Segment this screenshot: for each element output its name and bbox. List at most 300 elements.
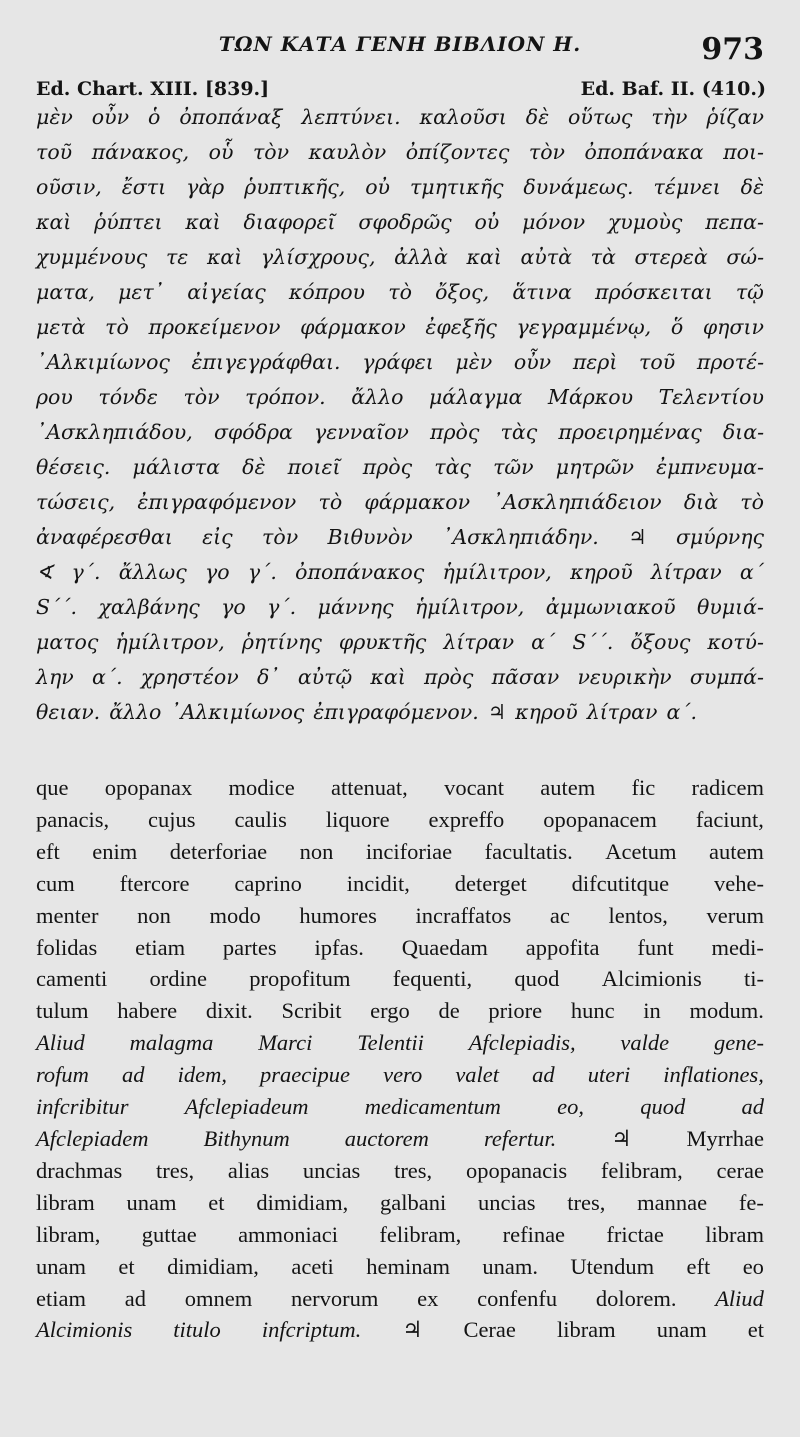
word: α΄. bbox=[666, 700, 698, 724]
word: ♃ bbox=[487, 700, 507, 724]
word: Afclepiadeum bbox=[184, 1094, 309, 1120]
word: ἐφεξῆς bbox=[425, 315, 497, 339]
word: μόνον bbox=[522, 210, 586, 234]
greek-line bbox=[36, 100, 764, 135]
word: ἐπιγραφόμενον. bbox=[313, 700, 479, 724]
word: et bbox=[208, 1189, 225, 1215]
word: ἀμμωνιακοῦ bbox=[545, 595, 676, 619]
word: διαφορεῖ bbox=[243, 210, 336, 234]
latin-line bbox=[36, 1251, 764, 1283]
word: ὄξους bbox=[630, 630, 691, 654]
word: etiam bbox=[135, 934, 186, 960]
greek-line bbox=[36, 555, 764, 590]
word: ἄλλο bbox=[351, 385, 404, 409]
word: que bbox=[36, 775, 69, 800]
word: τε bbox=[165, 245, 189, 269]
word: vero bbox=[383, 1062, 423, 1088]
word: Scribit bbox=[281, 998, 342, 1024]
word: σώ- bbox=[726, 245, 764, 269]
word: ᾽Ασκληπιάδην. bbox=[442, 525, 599, 549]
word: Marci bbox=[258, 1030, 313, 1056]
word: δυνάμεως. bbox=[523, 175, 634, 199]
word: ὄξος, bbox=[435, 280, 490, 304]
word: ad bbox=[122, 1062, 145, 1088]
word: δὲ bbox=[525, 105, 550, 129]
greek-line bbox=[36, 520, 764, 555]
word: felibram, bbox=[379, 1221, 462, 1247]
latin-line bbox=[36, 1155, 764, 1187]
word: οὐ bbox=[365, 175, 391, 199]
greek-line bbox=[36, 275, 764, 310]
word: θέσεις. bbox=[36, 455, 111, 479]
word: γο bbox=[221, 595, 246, 619]
word: πᾶσαν bbox=[491, 665, 560, 689]
word: ἡμίλιτρον, bbox=[414, 595, 525, 619]
word: καὶ bbox=[185, 210, 221, 234]
word: dixit. bbox=[205, 998, 253, 1024]
word: πρὸς bbox=[362, 455, 413, 479]
word: opopanax bbox=[104, 775, 193, 800]
word: unam bbox=[656, 1317, 707, 1343]
word: de bbox=[438, 998, 460, 1024]
greek-line bbox=[36, 345, 764, 380]
word: funt bbox=[637, 934, 674, 960]
word: infcribitur bbox=[36, 1094, 129, 1120]
word: ρου bbox=[36, 385, 73, 409]
word: φάρμακον bbox=[300, 315, 406, 339]
word: habere bbox=[117, 998, 178, 1024]
word: γ΄. bbox=[267, 595, 297, 619]
word: Βιθυνὸν bbox=[327, 525, 413, 549]
word: οὗ bbox=[208, 140, 234, 164]
word: ἡμίλιτρον, bbox=[115, 630, 225, 654]
word: deterget bbox=[454, 870, 527, 896]
greek-line bbox=[36, 625, 764, 660]
latin-line bbox=[36, 1123, 764, 1155]
word: τὸ bbox=[740, 490, 764, 514]
word: expreffo bbox=[428, 806, 505, 832]
word: ἐμπνευμα- bbox=[656, 455, 764, 479]
latin-line bbox=[36, 1059, 764, 1091]
word: ἐπιγεγράφθαι. bbox=[191, 350, 341, 374]
word: facultatis. bbox=[484, 838, 573, 864]
word: ὀπίζοντες bbox=[405, 140, 510, 164]
word: γ΄. bbox=[247, 560, 277, 584]
word: valde bbox=[620, 1030, 670, 1056]
word: καυλὸν bbox=[308, 140, 387, 164]
word: ὁ bbox=[148, 105, 161, 129]
word: ὀποπάνακα bbox=[584, 140, 704, 164]
word: fic bbox=[631, 775, 656, 800]
word: πεπα- bbox=[705, 210, 764, 234]
word: ῥίζαν bbox=[706, 105, 764, 129]
word: τὸν bbox=[252, 140, 290, 164]
word: faciunt, bbox=[695, 806, 764, 832]
word: eo, bbox=[557, 1094, 585, 1120]
word: ὀποπάναξ bbox=[179, 105, 283, 129]
latin-line bbox=[36, 900, 764, 932]
word: hunc bbox=[570, 998, 615, 1024]
word: γὰρ bbox=[186, 175, 225, 199]
word: refertur. bbox=[483, 1125, 557, 1151]
word: attenuat, bbox=[330, 775, 408, 800]
word: inflationes, bbox=[663, 1062, 764, 1088]
word: tres, bbox=[394, 1157, 433, 1183]
word: idem, bbox=[177, 1062, 227, 1088]
word: τὸ bbox=[318, 490, 343, 514]
word: Afclepiadem bbox=[36, 1125, 149, 1151]
greek-line bbox=[36, 450, 764, 485]
word: verum bbox=[706, 902, 764, 928]
word: χυμοὺς bbox=[607, 210, 683, 234]
word: καὶ bbox=[206, 245, 243, 269]
word: ad bbox=[532, 1062, 555, 1088]
word: χαλβάνης bbox=[98, 595, 200, 619]
word: μητρῶν bbox=[555, 455, 634, 479]
latin-line bbox=[36, 1091, 764, 1123]
word: γο bbox=[205, 560, 230, 584]
word: infcriptum. bbox=[261, 1317, 362, 1343]
word: κόπρου bbox=[288, 280, 366, 304]
word: συμπά- bbox=[689, 665, 764, 689]
word: fequenti, bbox=[392, 966, 473, 992]
word: tulum bbox=[36, 998, 89, 1024]
word: ac bbox=[549, 902, 570, 928]
word: libram, bbox=[36, 1221, 101, 1247]
word: δ᾽ bbox=[256, 665, 280, 689]
word: quod bbox=[514, 966, 560, 992]
word: καὶ bbox=[466, 245, 502, 269]
word: medi- bbox=[711, 934, 764, 960]
word: α΄. bbox=[91, 665, 123, 689]
word: confenfu bbox=[477, 1285, 558, 1311]
word: ergo bbox=[370, 998, 410, 1024]
word: humores bbox=[299, 902, 377, 928]
word: θυμιά- bbox=[697, 595, 764, 619]
word: opopanacem bbox=[543, 806, 657, 832]
word: ἀλλὰ bbox=[394, 245, 448, 269]
word: ftercore bbox=[119, 870, 190, 896]
word: caulis bbox=[234, 806, 287, 832]
word: ♃ bbox=[611, 1125, 632, 1151]
word: modice bbox=[228, 775, 295, 800]
word: κοτύ- bbox=[707, 630, 764, 654]
word: liquore bbox=[325, 806, 390, 832]
word: φρυκτῆς bbox=[338, 630, 427, 654]
word: ordine bbox=[149, 966, 207, 992]
latin-line bbox=[36, 804, 764, 836]
greek-line bbox=[36, 205, 764, 240]
word: malagma bbox=[129, 1030, 214, 1056]
word: modum. bbox=[689, 998, 764, 1024]
word: πρὸς bbox=[430, 420, 480, 444]
word: propofitum bbox=[249, 966, 351, 992]
word: τὴν bbox=[651, 105, 688, 129]
word: fe- bbox=[738, 1189, 764, 1215]
word: πάνακος, bbox=[91, 140, 190, 164]
word: ὅ bbox=[670, 315, 684, 339]
word: gene- bbox=[714, 1030, 764, 1056]
word: προειρημένας bbox=[558, 420, 702, 444]
latin-line bbox=[36, 995, 764, 1027]
word: γενναῖον bbox=[314, 420, 409, 444]
word: heminam bbox=[366, 1253, 450, 1279]
word: ipfas. bbox=[314, 934, 364, 960]
word: θειαν. bbox=[36, 700, 101, 724]
word: in bbox=[643, 998, 661, 1024]
word: πρὸς bbox=[423, 665, 474, 689]
word: τὰ bbox=[590, 245, 616, 269]
word: ♃ bbox=[402, 1317, 423, 1343]
word: quod bbox=[640, 1094, 686, 1120]
word: Aliud bbox=[36, 1030, 85, 1056]
word: τὸν bbox=[528, 140, 566, 164]
word: ποι- bbox=[723, 140, 764, 164]
word: uteri bbox=[587, 1062, 631, 1088]
word: σφόδρα bbox=[213, 420, 293, 444]
word: τρόπον. bbox=[245, 385, 326, 409]
word: ∢ bbox=[36, 560, 54, 584]
word: praecipue bbox=[260, 1062, 350, 1088]
word: α΄ bbox=[739, 560, 764, 584]
word: vocant bbox=[444, 775, 505, 800]
latin-line bbox=[36, 932, 764, 964]
word: partes bbox=[222, 934, 277, 960]
word: γ΄. bbox=[71, 560, 101, 584]
word: λίτραν bbox=[586, 700, 658, 724]
word: μὲν bbox=[36, 105, 73, 129]
word: νευρικὴν bbox=[577, 665, 672, 689]
word: καὶ bbox=[36, 210, 72, 234]
word: ῥύπτει bbox=[94, 210, 163, 234]
latin-line bbox=[36, 1283, 764, 1315]
word: μὲν bbox=[455, 350, 493, 374]
word: ammoniaci bbox=[238, 1221, 339, 1247]
word: λην bbox=[36, 665, 74, 689]
word: radicem bbox=[691, 775, 764, 800]
word: eo bbox=[742, 1253, 764, 1279]
word: folidas bbox=[36, 934, 98, 960]
edition-left: Ed. Chart. XIII. [839.] bbox=[36, 78, 270, 100]
word: οὐ bbox=[474, 210, 500, 234]
word: αὐτὰ bbox=[520, 245, 572, 269]
word: ῥυπτικῆς, bbox=[244, 175, 346, 199]
word: menter bbox=[36, 902, 99, 928]
word: ὀποπάνακος bbox=[295, 560, 425, 584]
greek-line bbox=[36, 240, 764, 275]
word: περὶ bbox=[572, 350, 618, 374]
latin-line bbox=[36, 1027, 764, 1059]
word: titulo bbox=[173, 1317, 221, 1343]
word: Bithynum bbox=[203, 1125, 290, 1151]
word: camenti bbox=[36, 966, 108, 992]
word: τοῦ bbox=[36, 140, 73, 164]
word: λίτραν bbox=[650, 560, 722, 584]
word: καλοῦσι bbox=[419, 105, 507, 129]
word: tres, bbox=[155, 1157, 195, 1183]
word: auctorem bbox=[344, 1125, 429, 1151]
word: rofum bbox=[36, 1062, 89, 1088]
edition-right: Ed. Baf. II. (410.) bbox=[580, 78, 766, 100]
word: μάλιστα bbox=[132, 455, 220, 479]
word: οὖν bbox=[91, 105, 130, 129]
word: dimidiam, bbox=[167, 1253, 259, 1279]
word: σμύρνης bbox=[675, 525, 764, 549]
word: οῦσιν, bbox=[36, 175, 102, 199]
word: αὐτῷ bbox=[297, 665, 353, 689]
word: α΄ bbox=[531, 630, 556, 654]
word: Afclepiadis, bbox=[468, 1030, 576, 1056]
word: ♃ bbox=[628, 525, 647, 549]
word: libram bbox=[556, 1317, 616, 1343]
word: dimidiam, bbox=[256, 1189, 349, 1215]
word: et bbox=[118, 1253, 135, 1279]
word: Myrrhae bbox=[686, 1125, 764, 1151]
greek-line bbox=[36, 310, 764, 345]
word: γλίσχρους, bbox=[260, 245, 376, 269]
word: cum bbox=[36, 870, 75, 896]
word: ῥητίνης bbox=[241, 630, 322, 654]
word: ἀναφέρεσθαι bbox=[36, 525, 173, 549]
word: τώσεις, bbox=[36, 490, 116, 514]
word: S΄΄. bbox=[36, 595, 78, 619]
word: ᾽Αλκιμίωνος bbox=[36, 350, 170, 374]
word: uncias bbox=[302, 1157, 361, 1183]
word: σφοδρῶς bbox=[358, 210, 452, 234]
word: difcutitque bbox=[571, 870, 670, 896]
word: Τελεντίου bbox=[658, 385, 764, 409]
greek-line bbox=[36, 415, 764, 450]
word: ποιεῖ bbox=[287, 455, 341, 479]
latin-text-block bbox=[36, 772, 764, 1346]
word: ti- bbox=[743, 966, 764, 992]
word: Aliud bbox=[715, 1285, 764, 1311]
word: διὰ bbox=[683, 490, 719, 514]
word: nervorum bbox=[290, 1285, 379, 1311]
latin-line bbox=[36, 836, 764, 868]
latin-line bbox=[36, 1314, 764, 1346]
word: μάλαγμα bbox=[428, 385, 523, 409]
word: κηροῦ bbox=[515, 700, 578, 724]
word: ᾽Αλκιμίωνος bbox=[170, 700, 305, 724]
word: deterforiae bbox=[169, 838, 268, 864]
word: frictae bbox=[606, 1221, 664, 1247]
word: galbani bbox=[379, 1189, 447, 1215]
running-title: ΤΩΝ ΚΑΤΑ ΓΕΝΗ ΒΙΒΛΙΟΝ Η. bbox=[218, 32, 582, 56]
word: οὕτως bbox=[568, 105, 633, 129]
word: τοῦ bbox=[639, 350, 676, 374]
word: dolorem. bbox=[595, 1285, 677, 1311]
word: ἅτινα bbox=[512, 280, 572, 304]
word: panacis, bbox=[36, 806, 110, 832]
latin-line bbox=[36, 1187, 764, 1219]
word: πρόσκειται bbox=[595, 280, 713, 304]
word: autem bbox=[708, 838, 764, 864]
word: etiam bbox=[36, 1285, 86, 1311]
word: μετ᾽ bbox=[118, 280, 164, 304]
word: vehe- bbox=[714, 870, 764, 896]
word: τὸ bbox=[105, 315, 129, 339]
word: libram bbox=[36, 1189, 95, 1215]
word: unam bbox=[36, 1253, 86, 1279]
word: cerae bbox=[716, 1157, 764, 1183]
word: τὸ bbox=[388, 280, 412, 304]
word: Quaedam bbox=[401, 934, 488, 960]
word: mannae bbox=[637, 1189, 708, 1215]
word: cujus bbox=[148, 806, 196, 832]
word: modo bbox=[209, 902, 261, 928]
word: στερεὰ bbox=[634, 245, 708, 269]
word: ad bbox=[741, 1094, 764, 1120]
word: κηροῦ bbox=[570, 560, 633, 584]
word: Utendum bbox=[570, 1253, 655, 1279]
word: οὖν bbox=[513, 350, 552, 374]
word: φησιν bbox=[702, 315, 764, 339]
word: ᾽Ασκληπιάδειον bbox=[492, 490, 662, 514]
word: δὲ bbox=[740, 175, 764, 199]
word: τῷ bbox=[735, 280, 764, 304]
word: felibram, bbox=[600, 1157, 683, 1183]
word: δὲ bbox=[242, 455, 266, 479]
word: Alcimionis bbox=[36, 1317, 133, 1343]
word: lentos, bbox=[608, 902, 668, 928]
word: γράφει bbox=[362, 350, 434, 374]
word: τὰς bbox=[434, 455, 471, 479]
word: Cerae bbox=[463, 1317, 516, 1343]
word: valet bbox=[455, 1062, 500, 1088]
word: καὶ bbox=[370, 665, 406, 689]
word: alias bbox=[227, 1157, 270, 1183]
word: caprino bbox=[234, 870, 302, 896]
latin-line bbox=[36, 772, 764, 804]
greek-line bbox=[36, 380, 764, 415]
word: medicamentum bbox=[364, 1094, 501, 1120]
word: προκείμενον bbox=[148, 315, 281, 339]
word: enim bbox=[92, 838, 138, 864]
word: τέμνει bbox=[653, 175, 721, 199]
word: μάννης bbox=[317, 595, 394, 619]
word: unam bbox=[126, 1189, 177, 1215]
word: unam. bbox=[482, 1253, 538, 1279]
word: eft bbox=[686, 1253, 711, 1279]
word: Telentii bbox=[357, 1030, 424, 1056]
word: τῶν bbox=[493, 455, 534, 479]
word: non bbox=[299, 838, 334, 864]
word: ἡμίλιτρον, bbox=[442, 560, 552, 584]
greek-line bbox=[36, 135, 764, 170]
word: εἰς bbox=[202, 525, 233, 549]
word: λίτραν bbox=[443, 630, 515, 654]
page-number: 973 bbox=[701, 32, 764, 67]
word: aceti bbox=[291, 1253, 334, 1279]
word: δια- bbox=[722, 420, 764, 444]
word: αἰγείας bbox=[187, 280, 266, 304]
word: τὸν bbox=[262, 525, 299, 549]
word: tres, bbox=[567, 1189, 606, 1215]
word: Μάρκου bbox=[547, 385, 634, 409]
word: τόνδε bbox=[98, 385, 158, 409]
word: μετὰ bbox=[36, 315, 86, 339]
word: ματος bbox=[36, 630, 99, 654]
word: χυμμένους bbox=[36, 245, 148, 269]
word: refinae bbox=[502, 1221, 566, 1247]
word: ματα, bbox=[36, 280, 95, 304]
word: γεγραμμένῳ, bbox=[516, 315, 652, 339]
word: incraffatos bbox=[415, 902, 512, 928]
word: non bbox=[137, 902, 171, 928]
word: eft bbox=[36, 838, 60, 864]
latin-line bbox=[36, 868, 764, 900]
